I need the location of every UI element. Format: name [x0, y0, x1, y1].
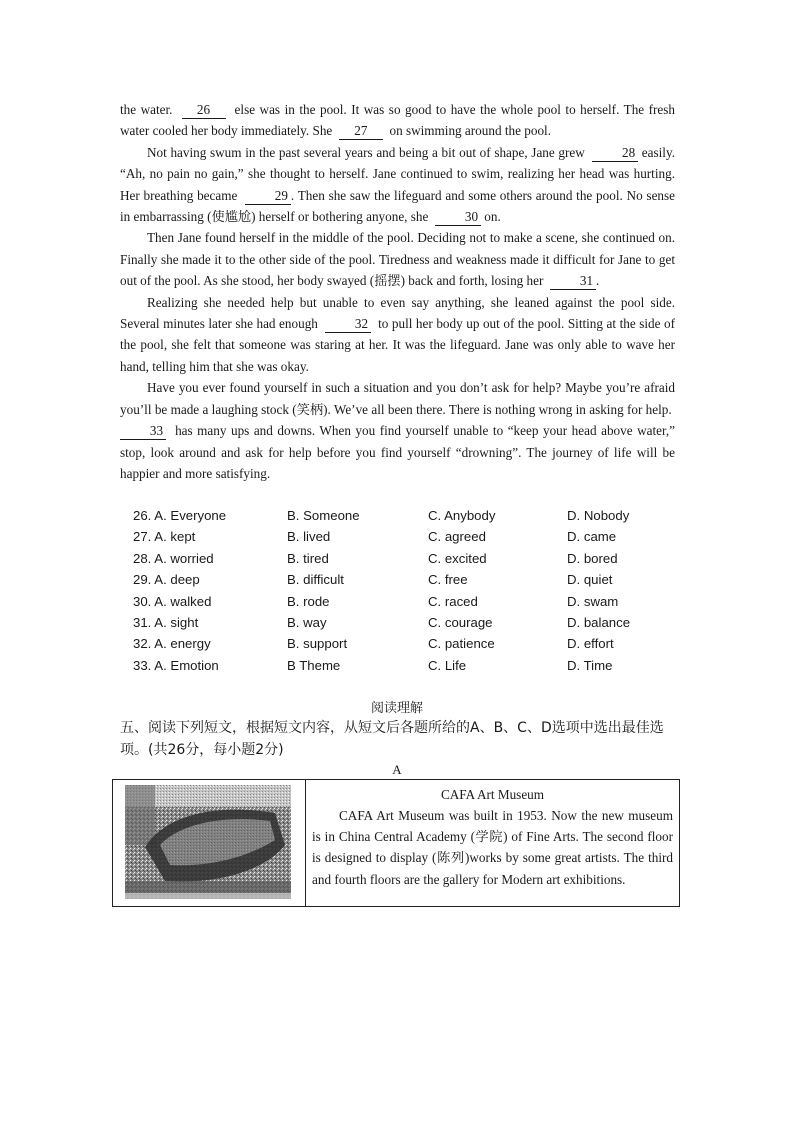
text: Have you ever found yourself in such a situation and you don’t ask for help? Maybe you’re afraid you’ll be made a laughing stock (笑柄). We’ve all been there. There is nothing wrong in asking for help. — [120, 380, 675, 417]
option-d: D. Nobody — [567, 508, 630, 523]
option-row-27 — [133, 526, 673, 547]
museum-table — [112, 779, 680, 907]
option-b: B. way — [287, 614, 327, 630]
blank-27: 27 — [339, 123, 383, 140]
option-d: D. quiet — [567, 572, 613, 588]
paragraph-4 — [120, 292, 675, 378]
option-a: 32. A. energy — [133, 636, 211, 652]
museum-title: CAFA Art Museum — [440, 787, 545, 802]
option-d: D. effort — [567, 636, 614, 652]
text: Realizing she needed help but unable to even say anything, she leaned against the pool side. Several minutes later she had enough — [120, 294, 675, 332]
option-row-29 — [133, 569, 673, 590]
option-row-33 — [133, 655, 673, 676]
option-c: C. free — [428, 572, 468, 588]
text: easily. “Ah, no pain no gain,” she thought to herself. Jane continued to swim, realizing her head was hurting. Her breathing became — [120, 144, 675, 203]
museum-photo — [125, 785, 291, 899]
blank-33: 33 — [120, 423, 166, 440]
option-c: C. Life — [428, 657, 467, 673]
option-b: B. support — [287, 636, 348, 652]
museum-description: CAFA Art Museum was built in 1953. Now the new museum is in China Central Academy (学院) of Fine Arts. The second floor is designed to display (陈列)works by some great artists. The third and fourth floors are the gallery for Modern art exhibitions. — [312, 808, 673, 887]
option-b: B Theme — [287, 657, 341, 673]
option-row-31 — [133, 612, 673, 633]
blank-30: 30 — [435, 209, 481, 226]
paragraph-1 — [120, 99, 675, 142]
text: has many ups and downs. When you find yourself unable to “keep your head above water,” stop, look around and ask for help before you find yourself “drowning”. The journey of life will be happier and more satisfying. — [120, 423, 676, 481]
photo-cell — [113, 780, 306, 906]
text: on swimming around the pool. — [389, 123, 552, 139]
text: Not having swum in the past several years and being a bit out of shape, Jane grew — [147, 144, 585, 160]
option-c: C. agreed — [428, 529, 486, 545]
option-c: C. raced — [428, 593, 478, 609]
blank-32: 32 — [325, 316, 371, 333]
paragraph-2 — [120, 142, 675, 228]
blank-31: 31 — [550, 273, 596, 290]
blank-29: 29 — [245, 188, 291, 205]
section-title: 阅读理解 — [370, 701, 423, 716]
option-a: 33. A. Emotion — [133, 657, 219, 673]
text: . Then she saw the lifeguard and some others around the pool. No sense in embarrassing (使尴尬) herself or bothering anyone, she — [120, 187, 675, 225]
section-instructions: 五、阅读下列短文，根据短文内容，从短文后各题所给的A、B、C、D选项中选出最佳选项。(共26分，每小题2分) — [120, 720, 664, 758]
option-row-28 — [133, 548, 673, 569]
blank-28: 28 — [592, 145, 638, 162]
option-d: D. Time — [567, 657, 613, 673]
option-b: B. Someone — [287, 508, 360, 523]
option-a: 29. A. deep — [133, 572, 200, 588]
answer-options — [133, 505, 673, 676]
blank-26: 26 — [182, 102, 226, 119]
text-cell — [306, 780, 679, 906]
option-d: D. balance — [567, 614, 631, 630]
option-d: D. swam — [567, 593, 619, 609]
option-d: D. came — [567, 529, 617, 545]
text: Then Jane found herself in the middle of the pool. Deciding not to make a scene, she continued on. Finally she made it to the other side of the pool. Tiredness and weakness made it difficult for Jane to get out of the pool. As she stood, her body swayed (摇摆) back and forth, losing her — [120, 230, 675, 289]
text: . — [595, 273, 600, 289]
paragraph-5 — [120, 377, 675, 484]
text: to pull her body up out of the pool. Sitting at the side of the pool, she felt that someone was staring at her. It was the lifeguard. Jane was only able to wave her hand, telling him that she was okay. — [120, 316, 676, 374]
text: the water. — [120, 102, 173, 117]
option-c: C. excited — [428, 550, 487, 566]
option-row-32 — [133, 633, 673, 654]
option-a: 28. A. worried — [133, 550, 214, 566]
option-b: B. difficult — [287, 572, 344, 588]
part-letter: A — [392, 762, 402, 777]
option-a: 27. A. kept — [133, 529, 196, 545]
option-b: B. lived — [287, 529, 331, 545]
option-c: C. patience — [428, 636, 495, 652]
option-a: 26. A. Everyone — [133, 508, 227, 523]
option-b: B. tired — [287, 550, 329, 566]
option-row-26 — [133, 505, 673, 526]
option-a: 30. A. walked — [133, 593, 212, 609]
text: else was in the pool. It was so good to have the whole pool to herself. The fresh water cooled her body immediately. She — [120, 102, 676, 139]
option-b: B. rode — [287, 593, 330, 609]
option-row-30 — [133, 591, 673, 612]
paragraph-3 — [120, 227, 675, 291]
text: on. — [484, 209, 501, 225]
cloze-passage — [120, 99, 675, 484]
option-c: C. Anybody — [428, 508, 496, 523]
option-c: C. courage — [428, 614, 493, 630]
option-a: 31. A. sight — [133, 614, 199, 630]
option-d: D. bored — [567, 550, 618, 566]
